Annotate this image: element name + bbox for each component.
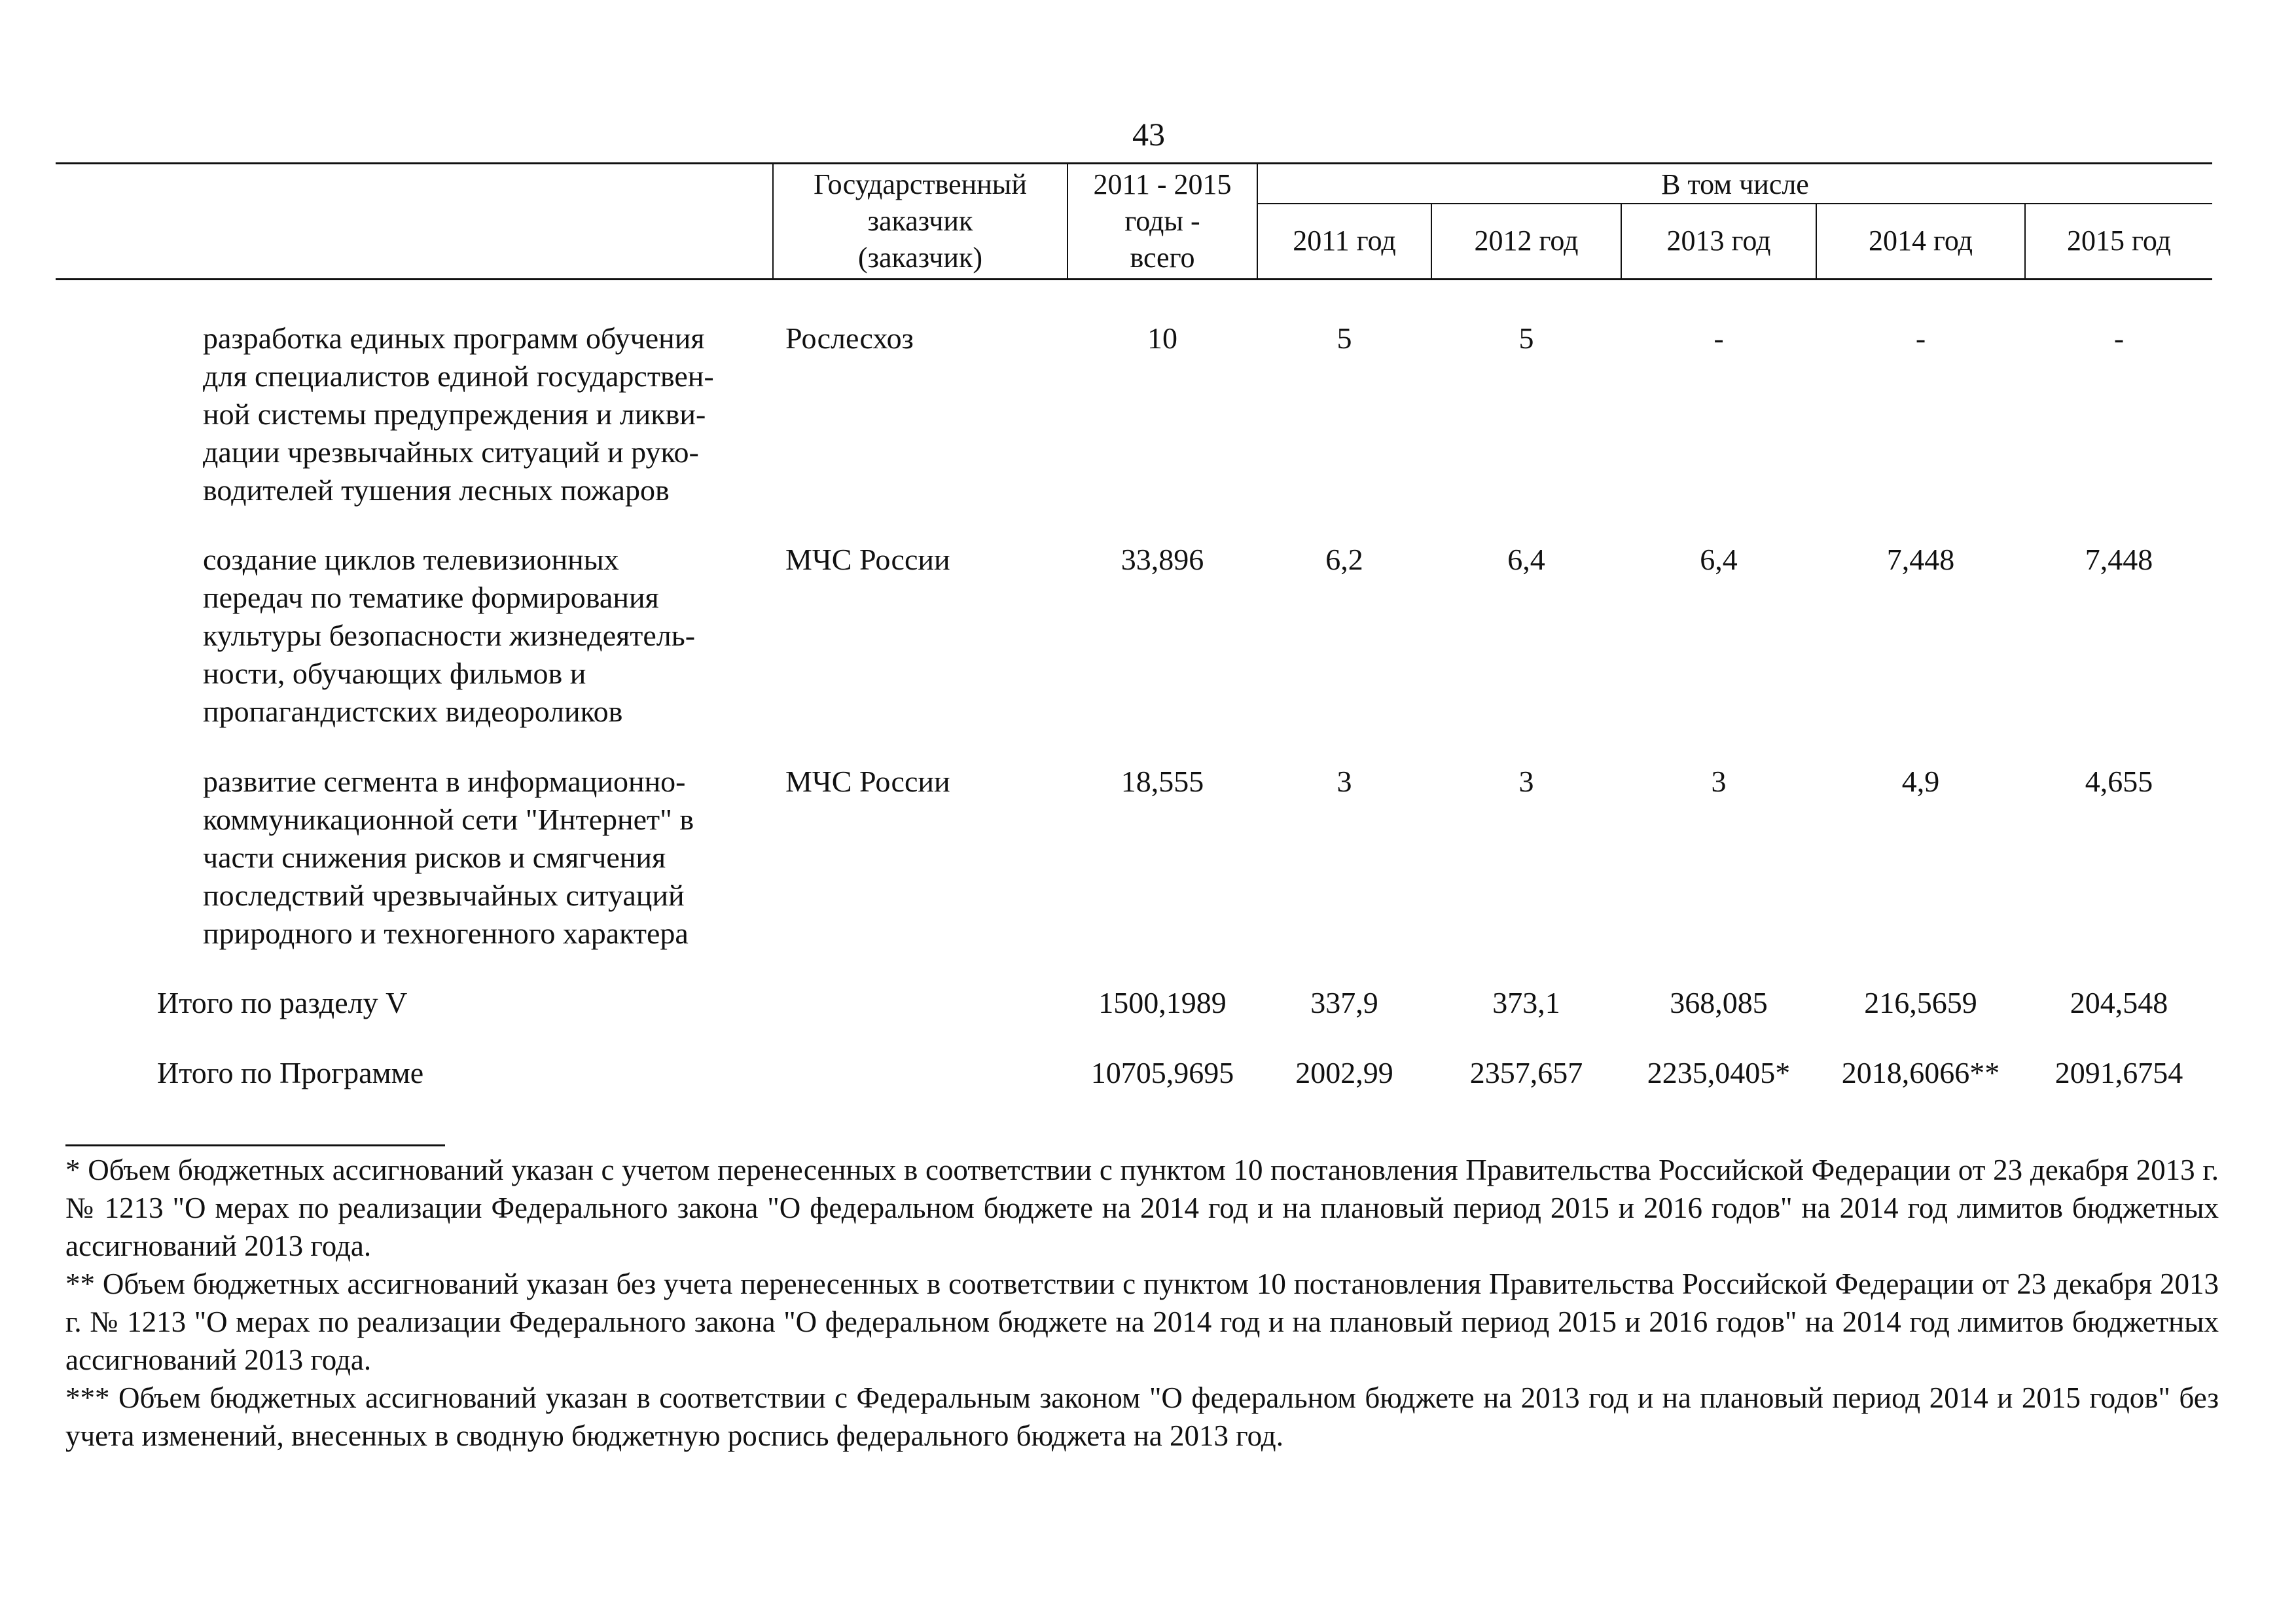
row-value-2011: 5 bbox=[1336, 321, 1352, 355]
header-year-2011: 2011 год bbox=[1293, 225, 1396, 257]
row-description-line: развитие сегмента в информационно- bbox=[203, 765, 686, 798]
row-value-2012: 5 bbox=[1518, 321, 1534, 355]
row-description-line: пропагандистских видеороликов bbox=[203, 695, 623, 728]
row-description-line: дации чрезвычайных ситуаций и руко- bbox=[203, 435, 699, 469]
total-label: Итого по Программе bbox=[157, 1056, 424, 1089]
header-customer bbox=[774, 166, 1067, 276]
header-customer-line3: (заказчик) bbox=[857, 242, 982, 274]
total-value-2011: 2002,99 bbox=[1295, 1056, 1393, 1089]
header-total bbox=[1068, 166, 1257, 276]
total-value-2011: 337,9 bbox=[1310, 986, 1378, 1019]
row-description-line: культуры безопасности жизнедеятель- bbox=[203, 619, 696, 652]
row-description bbox=[203, 319, 779, 509]
header-total-line3: всего bbox=[1130, 242, 1195, 274]
row-total: 18,555 bbox=[1121, 765, 1204, 798]
row-value-2013: - bbox=[1713, 321, 1724, 355]
total-label: Итого по разделу V bbox=[157, 986, 408, 1019]
row-description-line: передач по тематике формирования bbox=[203, 581, 659, 614]
row-value-2015: 7,448 bbox=[2085, 543, 2153, 576]
row-description-line: создание циклов телевизионных bbox=[203, 543, 619, 576]
row-value-2013: 6,4 bbox=[1700, 543, 1738, 576]
row-value-2011: 6,2 bbox=[1325, 543, 1363, 576]
total-value-2014: 2018,6066** bbox=[1841, 1056, 2000, 1089]
header-customer-line1: Государственный bbox=[814, 168, 1027, 200]
row-description-line: ной системы предупреждения и ликви- bbox=[203, 397, 706, 431]
row-description-line: последствий чрезвычайных ситуаций bbox=[203, 879, 685, 912]
row-customer: Рослесхоз bbox=[785, 321, 914, 355]
total-value-2013: 2235,0405* bbox=[1647, 1056, 1791, 1089]
row-description bbox=[203, 763, 779, 953]
row-description bbox=[203, 541, 779, 731]
header-year-2013: 2013 год bbox=[1666, 225, 1771, 257]
row-description-line: разработка единых программ обучения bbox=[203, 321, 705, 355]
row-description-line: коммуникационной сети "Интернет" в bbox=[203, 803, 694, 836]
row-description-line: водителей тушения лесных пожаров bbox=[203, 473, 670, 507]
total-value-2012: 373,1 bbox=[1492, 986, 1560, 1019]
header-year-2014: 2014 год bbox=[1868, 225, 1973, 257]
header-customer-line2: заказчик bbox=[867, 205, 973, 237]
row-value-2015: - bbox=[2113, 321, 2125, 355]
header-total-line2: годы - bbox=[1124, 205, 1200, 237]
row-value-2011: 3 bbox=[1336, 765, 1352, 798]
row-total: 10 bbox=[1147, 321, 1177, 355]
footnote-1: * Объем бюджетных ассигнований указан с учетом перенесенных в соответствии с пунктом 10 постановления Правительства Российской Федерации от 23 декабря 2013 г. № 1213 "О мерах по реализации Федерального закона "О федеральном бюджете на 2014 год и на плановый период 2015 и 2016 годов" на 2014 год лимитов бюджетных ассигнований 2013 года. bbox=[65, 1154, 2219, 1262]
subheader-rule bbox=[1257, 203, 2212, 204]
row-description-line: части снижения рисков и смягчения bbox=[203, 841, 666, 874]
header-bottom-rule bbox=[56, 278, 2212, 280]
total-sum: 1500,1989 bbox=[1098, 986, 1227, 1019]
row-description-line: природного и техногенного характера bbox=[203, 917, 689, 950]
footnote-separator bbox=[65, 1144, 445, 1146]
row-value-2014: 4,9 bbox=[1901, 765, 1940, 798]
row-description-line: ности, обучающих фильмов и bbox=[203, 657, 586, 690]
footnote-2: ** Объем бюджетных ассигнований указан без учета перенесенных в соответствии с пунктом 10 постановления Правительства Российской Федерации от 23 декабря 2013 г. № 1213 "О мерах по реализации Федерального закона "О федеральном бюджете на 2014 год и на плановый период 2015 и 2016 годов" на 2014 год лимитов бюджетных ассигнований 2013 года. bbox=[65, 1267, 2219, 1376]
page-number: 43 bbox=[1132, 116, 1165, 153]
row-description-line: для специалистов единой государствен- bbox=[203, 359, 714, 393]
row-value-2013: 3 bbox=[1711, 765, 1727, 798]
total-sum: 10705,9695 bbox=[1090, 1056, 1234, 1089]
total-value-2015: 2091,6754 bbox=[2054, 1056, 2183, 1089]
row-value-2014: - bbox=[1915, 321, 1926, 355]
header-top-rule bbox=[56, 162, 2212, 164]
footnote-3: *** Объем бюджетных ассигнований указан в соответствии с Федеральным законом "О федеральном бюджете на 2013 год и на плановый период 2014 и 2015 годов" без учета изменений, внесенных в сводную бюджетную роспись федерального бюджета на 2013 год. bbox=[65, 1381, 2219, 1452]
total-value-2012: 2357,657 bbox=[1469, 1056, 1583, 1089]
total-value-2015: 204,548 bbox=[2070, 986, 2168, 1019]
header-total-line1: 2011 - 2015 bbox=[1093, 168, 1232, 200]
row-value-2012: 3 bbox=[1518, 765, 1534, 798]
row-value-2014: 7,448 bbox=[1886, 543, 1955, 576]
row-customer: МЧС России bbox=[785, 543, 950, 576]
row-customer: МЧС России bbox=[785, 765, 950, 798]
row-total: 33,896 bbox=[1121, 543, 1204, 576]
row-value-2012: 6,4 bbox=[1507, 543, 1545, 576]
header-year-2015: 2015 год bbox=[2066, 225, 2172, 257]
header-year-2012: 2012 год bbox=[1474, 225, 1579, 257]
total-value-2013: 368,085 bbox=[1670, 986, 1768, 1019]
total-value-2014: 216,5659 bbox=[1864, 986, 1977, 1019]
header-including: В том числе bbox=[1661, 168, 1809, 200]
row-value-2015: 4,655 bbox=[2085, 765, 2153, 798]
